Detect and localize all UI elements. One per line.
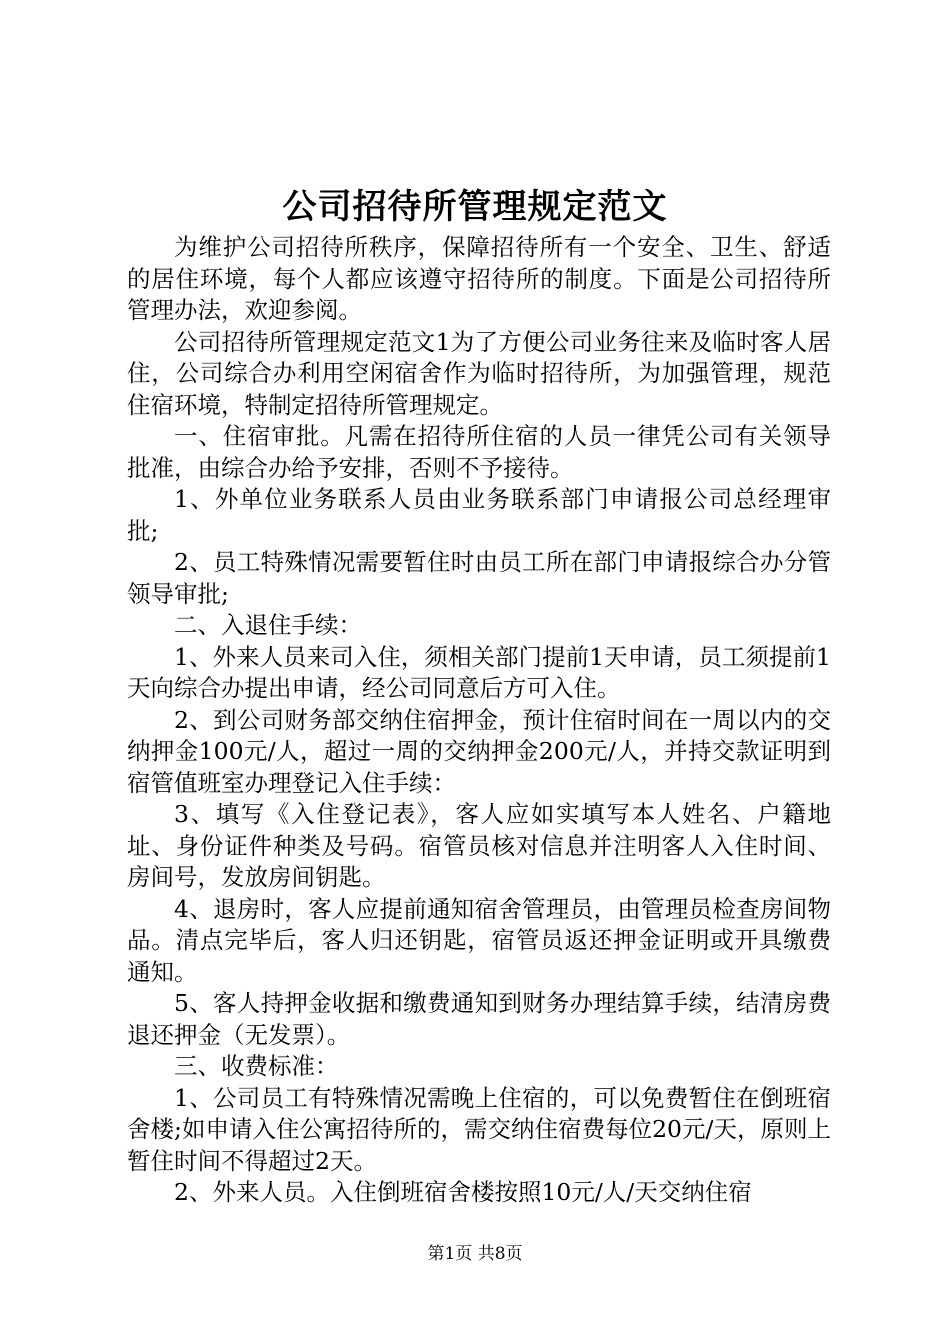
section-heading: 三、收费标准： xyxy=(174,1052,339,1080)
paragraph: 3、填写《入住登记表》，客人应如实填写本人姓名、户籍地址、身份证件种类及号码。宿管员核对信息并注明客人入住时间、房间号，发放房间钥匙。 xyxy=(127,800,831,891)
document-title: 公司招待所管理规定范文 xyxy=(282,187,668,227)
paragraph: 1、外来人员来司入住，须相关部门提前1天申请，员工须提前1天向综合办提出申请，经公司同意后方可入住。 xyxy=(127,642,831,702)
page-number-footer: 第1页 共8页 xyxy=(427,1244,523,1264)
paragraph: 5、客人持押金收据和缴费通知到财务办理结算手续，结清房费退还押金（无发票）。 xyxy=(127,989,831,1049)
paragraph: 1、公司员工有特殊情况需晚上住宿的，可以免费暂住在倒班宿舍楼;如申请入住公寓招待所的，需交纳住宿费每位20元/天，原则上暂住时间不得超过2天。 xyxy=(127,1083,831,1175)
paragraph: 为维护公司招待所秩序，保障招待所有一个安全、卫生、舒适的居住环境，每个人都应该遵守招待所的制度。下面是公司招待所管理办法，欢迎参阅。 xyxy=(127,233,831,324)
paragraph: 1、外单位业务联系人员由业务联系部门申请报公司总经理审批; xyxy=(127,485,831,545)
paragraph: 2、外来人员。入住倒班宿舍楼按照10元/人/天交纳住宿 xyxy=(174,1178,752,1206)
paragraph: 2、员工特殊情况需要暂住时由员工所在部门申请报综合办分管领导审批; xyxy=(127,548,831,608)
document-body xyxy=(127,232,831,1209)
section-heading: 二、入退住手续： xyxy=(174,611,362,639)
paragraph: 2、到公司财务部交纳住宿押金，预计住宿时间在一周以内的交纳押金100元/人，超过一周的交纳押金200元/人，并持交款证明到宿管值班室办理登记入住手续： xyxy=(127,705,831,797)
paragraph: 公司招待所管理规定范文1为了方便公司业务往来及临时客人居住，公司综合办利用空闲宿舍作为临时招待所，为加强管理，规范住宿环境，特制定招待所管理规定。 xyxy=(127,327,831,419)
paragraph: 4、退房时，客人应提前通知宿舍管理员，由管理员检查房间物品。清点完毕后，客人归还钥匙，宿管员返还押金证明或开具缴费通知。 xyxy=(127,894,831,986)
paragraph: 一、住宿审批。凡需在招待所住宿的人员一律凭公司有关领导批准，由综合办给予安排，否则不予接待。 xyxy=(127,422,831,482)
